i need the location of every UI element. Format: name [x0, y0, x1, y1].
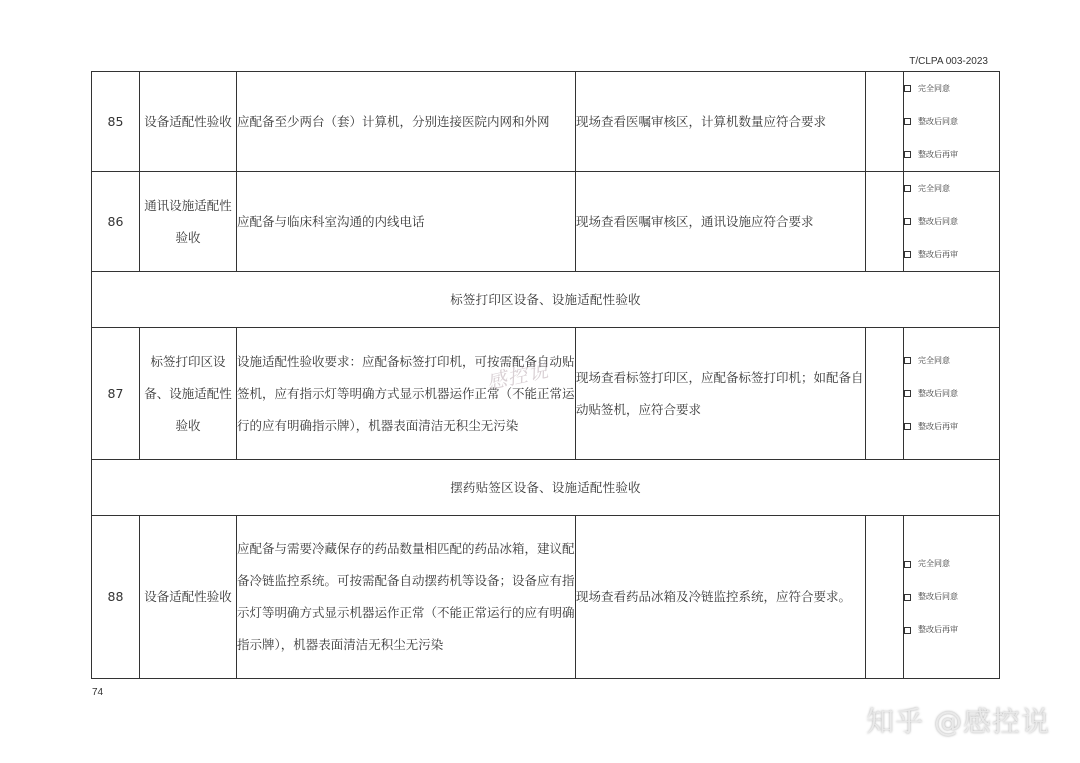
option-label: 完全同意 [918, 355, 950, 365]
row-number: 88 [92, 516, 140, 679]
option-agree[interactable] [904, 548, 999, 581]
section-row [92, 272, 1000, 328]
option-label: 整改后再审 [918, 149, 958, 159]
row-number: 86 [92, 172, 140, 272]
score-cell[interactable] [866, 172, 904, 272]
option-label: 整改后同意 [918, 216, 958, 226]
option-agree-after-fix[interactable] [904, 377, 999, 410]
checkbox-icon[interactable] [904, 627, 911, 634]
check-method-text: 现场查看医嘱审核区，计算机数量应符合要求 [576, 72, 866, 172]
checkbox-icon[interactable] [904, 251, 911, 258]
item-name: 设备适配性验收 [140, 516, 237, 679]
score-cell[interactable] [866, 516, 904, 679]
table-row [92, 72, 1000, 172]
acceptance-table [91, 71, 1000, 679]
option-label: 完全同意 [918, 183, 950, 193]
option-agree-after-fix[interactable] [904, 105, 999, 138]
option-review-after-fix[interactable] [904, 138, 999, 171]
option-review-after-fix[interactable] [904, 238, 999, 271]
score-cell[interactable] [866, 72, 904, 172]
section-row [92, 460, 1000, 516]
option-label: 完全同意 [918, 83, 950, 93]
checkbox-icon[interactable] [904, 118, 911, 125]
checkbox-icon[interactable] [904, 151, 911, 158]
option-label: 完全同意 [918, 559, 950, 568]
requirement-text: 设施适配性验收要求：应配备标签打印机，可按需配备自动贴签机，应有指示灯等明确方式显示机器运作正常（不能正常运行的应有明确指示牌），机器表面清洁无积尘无污染 [237, 328, 576, 460]
item-name: 设备适配性验收 [140, 72, 237, 172]
requirement-text: 应配备与临床科室沟通的内线电话 [237, 172, 576, 272]
table-row [92, 172, 1000, 272]
review-options [904, 72, 1000, 172]
option-label: 整改后再审 [918, 625, 958, 634]
review-options [904, 328, 1000, 460]
document-code: T/CLPA 003-2023 [909, 56, 988, 67]
watermark-text: 感控说 [484, 357, 552, 395]
option-label: 整改后再审 [918, 249, 958, 259]
review-options [904, 516, 1000, 679]
corner-watermark: 知乎 @感控说 [866, 705, 1050, 738]
checkbox-icon[interactable] [904, 594, 911, 601]
table-row [92, 328, 1000, 460]
checkbox-icon[interactable] [904, 390, 911, 397]
row-number: 87 [92, 328, 140, 460]
checkbox-icon[interactable] [904, 85, 911, 92]
option-label: 整改后同意 [918, 116, 958, 126]
page-number: 74 [92, 687, 104, 698]
checkbox-icon[interactable] [904, 561, 911, 568]
table-row [92, 516, 1000, 679]
score-cell[interactable] [866, 328, 904, 460]
option-agree[interactable] [904, 72, 999, 105]
option-agree[interactable] [904, 172, 999, 205]
review-options [904, 172, 1000, 272]
checkbox-icon[interactable] [904, 218, 911, 225]
checkbox-icon[interactable] [904, 185, 911, 192]
option-label: 整改后同意 [918, 592, 958, 601]
requirement-text: 应配备与需要冷藏保存的药品数量相匹配的药品冰箱，建议配备冷链监控系统。可按需配备自动摆药机等设备；设备应有指示灯等明确方式显示机器运作正常（不能正常运行的应有明确指示牌），机器表面清洁无积尘无污染 [237, 516, 576, 679]
item-name: 通讯设施适配性验收 [140, 172, 237, 272]
requirement-text: 应配备至少两台（套）计算机，分别连接医院内网和外网 [237, 72, 576, 172]
check-method-text: 现场查看药品冰箱及冷链监控系统，应符合要求。 [576, 516, 866, 679]
option-review-after-fix[interactable] [904, 614, 999, 647]
option-label: 整改后同意 [918, 388, 958, 398]
option-agree-after-fix[interactable] [904, 581, 999, 614]
option-review-after-fix[interactable] [904, 410, 999, 443]
option-agree[interactable] [904, 344, 999, 377]
item-name: 标签打印区设备、设施适配性验收 [140, 328, 237, 460]
option-agree-after-fix[interactable] [904, 205, 999, 238]
option-label: 整改后再审 [918, 421, 958, 431]
row-number: 85 [92, 72, 140, 172]
checkbox-icon[interactable] [904, 423, 911, 430]
checkbox-icon[interactable] [904, 357, 911, 364]
section-title: 标签打印区设备、设施适配性验收 [92, 272, 1000, 328]
section-title: 摆药贴签区设备、设施适配性验收 [92, 460, 1000, 516]
check-method-text: 现场查看标签打印区，应配备标签打印机；如配备自动贴签机，应符合要求 [576, 328, 866, 460]
check-method-text: 现场查看医嘱审核区，通讯设施应符合要求 [576, 172, 866, 272]
